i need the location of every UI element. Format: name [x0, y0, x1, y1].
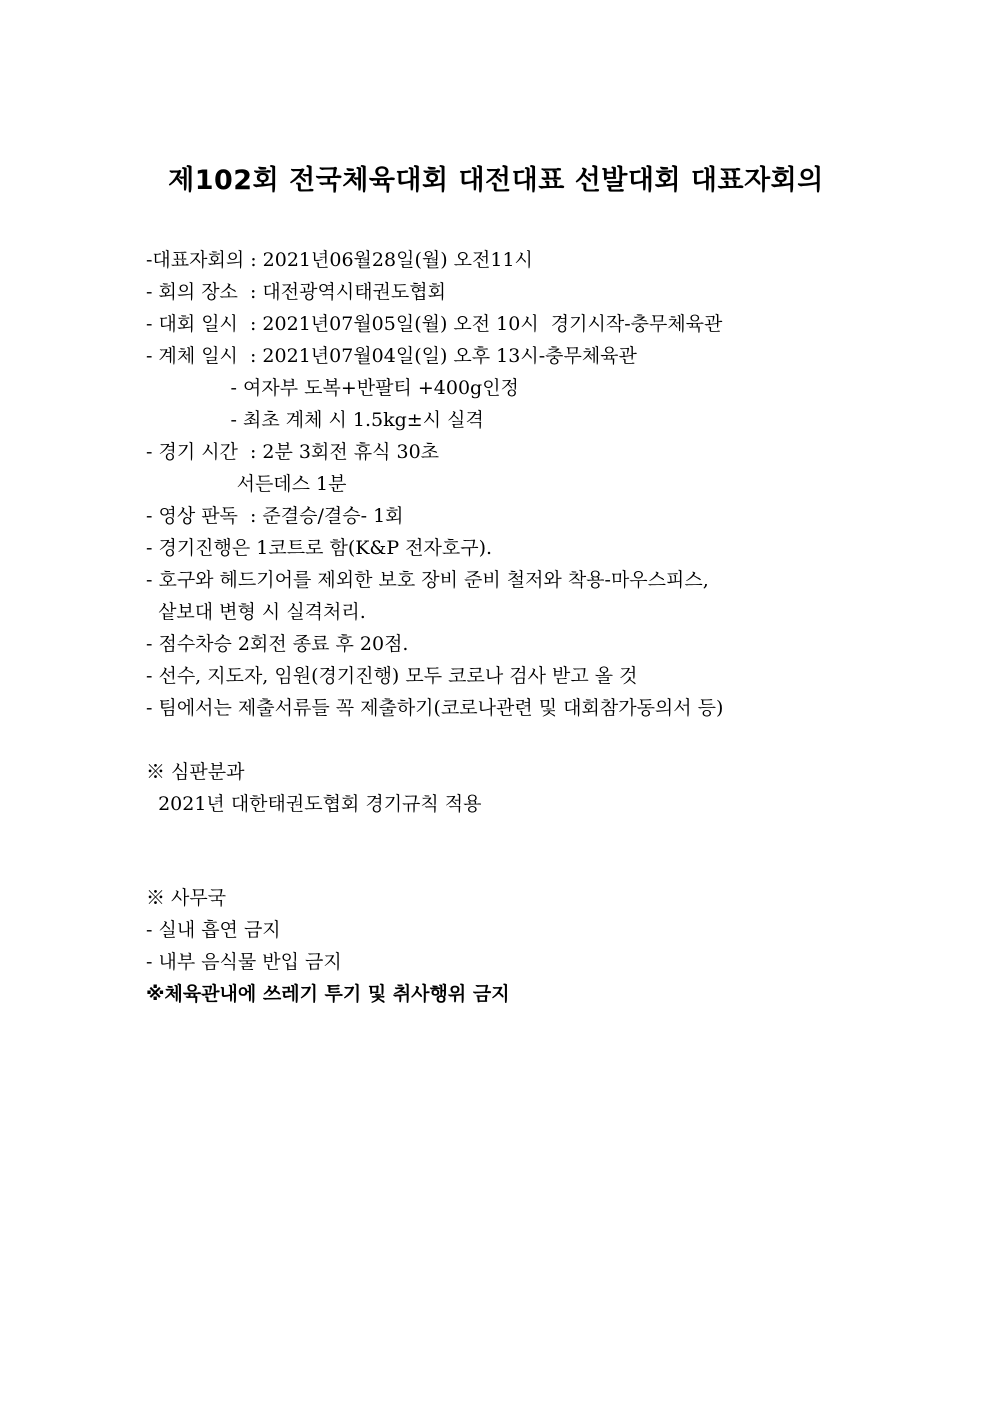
office-section-heading: ※ 사무국	[146, 887, 227, 909]
info-line-protective-gear-cont: 샅보대 변형 시 실격처리.	[146, 601, 366, 623]
info-line-meeting: -대표자회의 : 2021년06월28일(월) 오전11시	[146, 249, 533, 271]
info-line-point-gap: - 점수차승 2회전 종료 후 20점.	[146, 633, 409, 655]
info-line-sudden-death: 서든데스 1분	[146, 473, 347, 495]
info-line-protective-gear: - 호구와 헤드기어를 제외한 보호 장비 준비 철저와 착용-마우스피스,	[146, 569, 709, 591]
info-line-venue: - 회의 장소 : 대전광역시태권도협회	[146, 281, 446, 303]
info-line-weigh-in-note-2: - 최초 계체 시 1.5kg±시 실격	[146, 409, 484, 431]
office-notice: ※체육관내에 쓰레기 투기 및 취사행위 금지	[146, 983, 510, 1005]
info-line-weigh-in-note-1: - 여자부 도복+반팔티 +400g인정	[146, 377, 519, 399]
info-line-court: - 경기진행은 1코트로 함(K&P 전자호구).	[146, 537, 493, 559]
info-line-documents: - 팀에서는 제출서류들 꼭 제출하기(코로나관련 및 대회참가동의서 등)	[146, 697, 724, 719]
info-line-weigh-in-date: - 계체 일시 : 2021년07월04일(일) 오후 13시-충무체육관	[146, 345, 637, 367]
referee-section-text: 2021년 대한태권도협회 경기규칙 적용	[146, 793, 482, 815]
office-item-no-smoking: - 실내 흡연 금지	[146, 919, 281, 941]
info-line-covid-test: - 선수, 지도자, 임원(경기진행) 모두 코로나 검사 받고 올 것	[146, 665, 638, 687]
info-line-match-time: - 경기 시간 : 2분 3회전 휴식 30초	[146, 441, 440, 463]
referee-section-heading: ※ 심판분과	[146, 761, 245, 783]
page-title: 제102회 전국체육대회 대전대표 선발대회 대표자회의	[168, 165, 824, 196]
info-line-competition-date: - 대회 일시 : 2021년07월05일(월) 오전 10시 경기시작-충무체육관	[146, 313, 723, 335]
office-item-no-food: - 내부 음식물 반입 금지	[146, 951, 342, 973]
info-line-video-review: - 영상 판독 : 준결승/결승- 1회	[146, 505, 404, 527]
